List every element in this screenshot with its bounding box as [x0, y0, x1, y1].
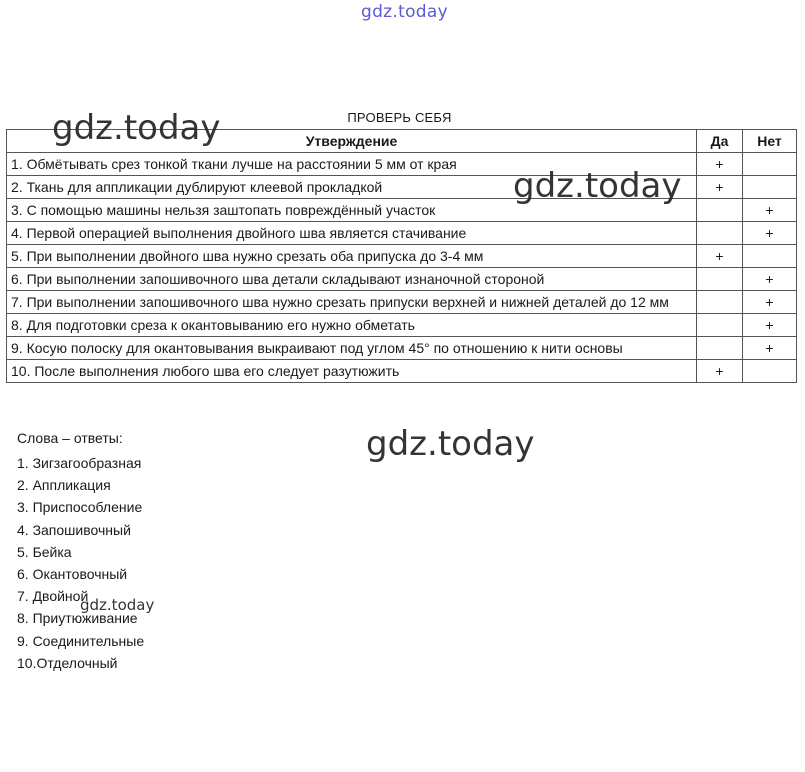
yes-cell	[697, 314, 743, 337]
list-item: 2. Аппликация	[17, 477, 111, 494]
yes-cell	[697, 268, 743, 291]
yes-cell	[697, 291, 743, 314]
list-item: 1. Зигзагообразная	[17, 455, 142, 471]
watermark-top: gdz.today	[361, 2, 448, 22]
list-item: 6. Окантовочный	[17, 565, 128, 582]
no-cell: +	[743, 314, 797, 337]
table-row	[7, 245, 797, 268]
yes-cell: +	[697, 176, 743, 199]
statement-cell: 8. Для подготовки среза к окантовыванию его нужно обметать	[7, 314, 697, 337]
statement-cell: 3. С помощью машины нельзя заштопать повреждённый участок	[7, 199, 697, 222]
table-row	[7, 314, 797, 337]
no-cell	[743, 176, 797, 199]
table-row	[7, 360, 797, 383]
no-cell: +	[743, 199, 797, 222]
yes-cell: +	[697, 153, 743, 176]
statement-cell: 5. При выполнении двойного шва нужно срезать оба припуска до 3-4 мм	[7, 245, 697, 268]
table-row	[7, 291, 797, 314]
no-cell: +	[743, 222, 797, 245]
statement-cell: 1. Обмётывать срез тонкой ткани лучше на расстоянии 5 мм от края	[7, 153, 697, 176]
header-yes: Да	[697, 130, 743, 153]
yes-cell	[697, 222, 743, 245]
no-cell: +	[743, 337, 797, 360]
header-statement: Утверждение	[7, 130, 697, 153]
no-cell: +	[743, 268, 797, 291]
no-cell	[743, 360, 797, 383]
watermark: gdz.today	[80, 596, 155, 614]
watermark: gdz.today	[366, 424, 535, 464]
words-label: Слова – ответы:	[17, 430, 123, 446]
table-row	[7, 268, 797, 291]
list-item: 4. Запошивочный	[17, 521, 131, 538]
list-item: 7. Двойной	[17, 588, 89, 605]
statement-cell: 2. Ткань для аппликации дублируют клеевой прокладкой	[7, 176, 697, 199]
list-item: 8. Приутюживание	[17, 610, 138, 627]
table-row	[7, 337, 797, 360]
no-cell	[743, 245, 797, 268]
yes-cell: +	[697, 360, 743, 383]
yes-cell: +	[697, 245, 743, 268]
answer-words-list	[17, 452, 144, 674]
yes-cell	[697, 199, 743, 222]
list-item: 10.Отделочный	[17, 654, 118, 671]
statement-cell: 10. После выполнения любого шва его следует разутюжить	[7, 360, 697, 383]
watermark: gdz.today	[52, 108, 221, 148]
statement-cell: 7. При выполнении запошивочного шва нужно срезать припуски верхней и нижней деталей до 12 мм	[7, 291, 697, 314]
no-cell	[743, 153, 797, 176]
list-item: 9. Соединительные	[17, 632, 145, 649]
header-no: Нет	[743, 130, 797, 153]
table-row	[7, 222, 797, 245]
statement-cell: 6. При выполнении запошивочного шва детали складывают изнаночной стороной	[7, 268, 697, 291]
watermark: gdz.today	[513, 166, 682, 206]
statement-cell: 9. Косую полоску для окантовывания выкраивают под углом 45° по отношению к нити основы	[7, 337, 697, 360]
statement-cell: 4. Первой операцией выполнения двойного шва является стачивание	[7, 222, 697, 245]
no-cell: +	[743, 291, 797, 314]
list-item: 3. Приспособление	[17, 499, 143, 516]
list-item: 5. Бейка	[17, 543, 72, 560]
page-title-text: ПРОВЕРЬ СЕБЯ	[347, 110, 452, 125]
yes-cell	[697, 337, 743, 360]
